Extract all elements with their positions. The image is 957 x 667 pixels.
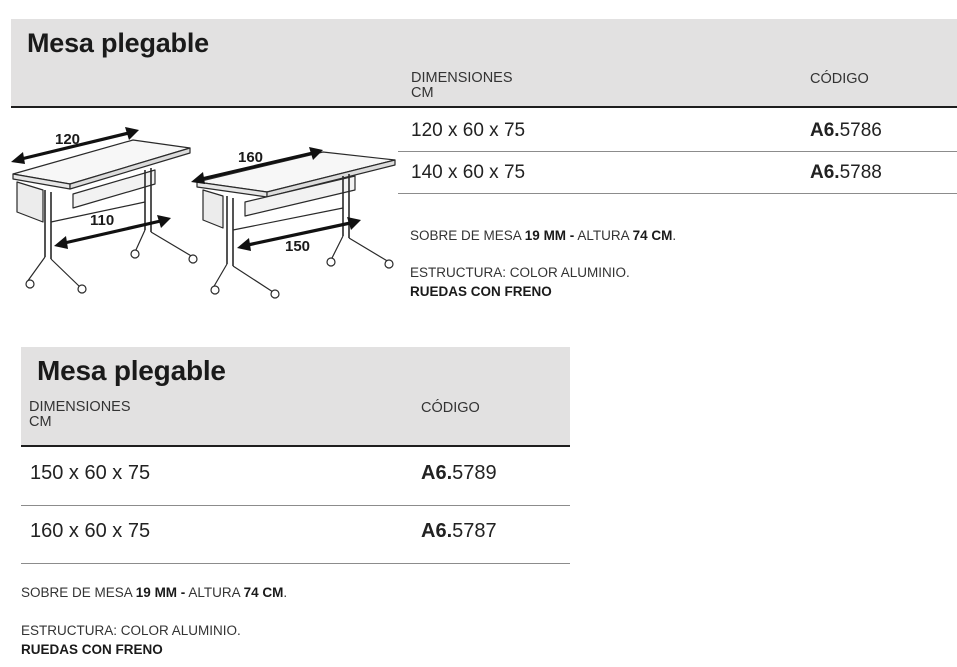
code-prefix: A6. xyxy=(421,520,453,542)
column-dimensions-unit: CM xyxy=(411,85,434,101)
note-bold: 74 CM xyxy=(632,228,673,243)
row-dimensions: 160 x 60 x 75 xyxy=(30,520,151,542)
row-code xyxy=(810,120,882,142)
section1-column-code: CÓDIGO xyxy=(810,71,869,87)
note-structure-line: ESTRUCTURA: COLOR ALUMINIO. xyxy=(21,623,241,638)
table-row xyxy=(398,152,957,194)
code-prefix: A6. xyxy=(421,462,453,484)
dimension-label-120: 120 xyxy=(55,131,81,148)
note-text: ALTURA xyxy=(185,585,244,600)
note-text: . xyxy=(672,228,677,243)
row-dimensions: 140 x 60 x 75 xyxy=(411,162,526,183)
note-text: SOBRE DE MESA xyxy=(21,585,136,600)
section1-title: Mesa plegable xyxy=(27,28,209,58)
table-row xyxy=(21,448,570,506)
row-code xyxy=(421,462,497,485)
note-structure-line: ESTRUCTURA: COLOR ALUMINIO. xyxy=(410,265,630,280)
code-number: 5787 xyxy=(452,520,497,542)
note-wheels-line: RUEDAS CON FRENO xyxy=(410,284,552,299)
section1-column-dimensions xyxy=(411,71,513,101)
code-number: 5789 xyxy=(452,462,497,484)
dimension-label-110: 110 xyxy=(90,212,115,229)
row-code xyxy=(810,162,882,184)
section1-note-top xyxy=(410,226,676,245)
section2-title: Mesa plegable xyxy=(37,355,226,386)
section1-note-structure xyxy=(410,263,630,301)
row-dimensions: 120 x 60 x 75 xyxy=(411,120,526,141)
section2-note-structure xyxy=(21,621,241,659)
row-code xyxy=(421,520,497,543)
note-bold: 74 CM xyxy=(243,585,284,600)
code-number: 5786 xyxy=(839,120,882,141)
section2-column-code: CÓDIGO xyxy=(421,400,480,416)
code-prefix: A6. xyxy=(810,120,840,141)
note-wheels-line: RUEDAS CON FRENO xyxy=(21,642,163,657)
note-text: ALTURA xyxy=(574,228,633,243)
section2-column-dimensions xyxy=(29,400,131,430)
dimension-label-160: 160 xyxy=(238,149,264,166)
dimension-label-150: 150 xyxy=(285,238,311,255)
note-bold: 19 MM - xyxy=(135,585,186,600)
code-number: 5788 xyxy=(839,162,882,183)
column-dimensions-unit: CM xyxy=(29,414,52,430)
section2-note-top xyxy=(21,583,287,602)
table-row xyxy=(398,110,957,152)
table-row xyxy=(21,506,570,564)
code-prefix: A6. xyxy=(810,162,840,183)
note-text: SOBRE DE MESA xyxy=(410,228,525,243)
row-dimensions: 150 x 60 x 75 xyxy=(30,462,151,484)
column-dimensions-label: DIMENSIONES xyxy=(411,70,513,86)
note-bold: 19 MM - xyxy=(524,228,575,243)
note-text: . xyxy=(283,585,288,600)
folding-tables-illustration xyxy=(5,112,400,307)
column-dimensions-label: DIMENSIONES xyxy=(29,399,131,415)
